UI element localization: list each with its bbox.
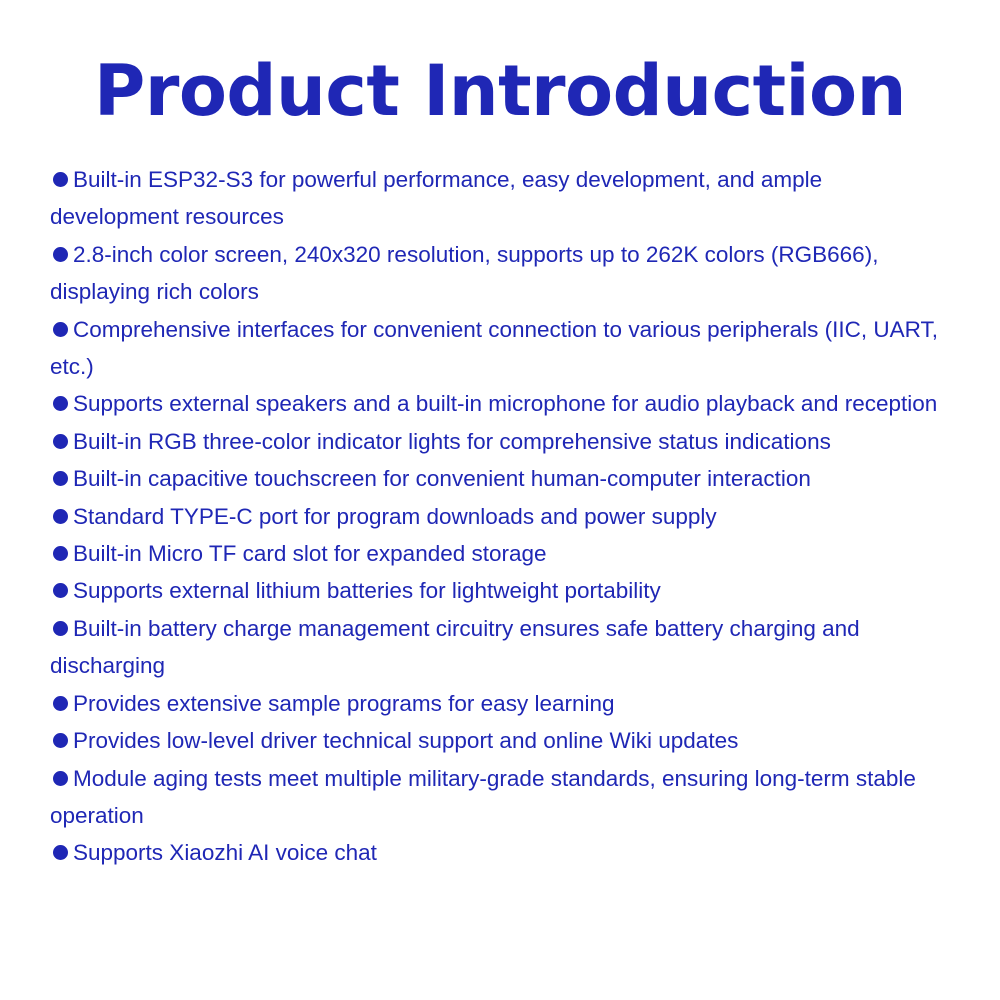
feature-text: Built-in battery charge management circuitry ensures safe battery charging and discharging <box>50 615 860 679</box>
feature-item <box>50 685 955 722</box>
feature-item <box>50 236 955 311</box>
feature-item <box>50 722 955 759</box>
feature-item <box>50 498 955 535</box>
feature-item <box>50 460 955 497</box>
feature-item <box>50 161 955 236</box>
feature-item <box>50 535 955 572</box>
feature-text: Supports Xiaozhi AI voice chat <box>73 840 377 866</box>
feature-item <box>50 572 955 609</box>
feature-text: Provides extensive sample programs for easy learning <box>73 690 615 716</box>
bullet-dot-icon <box>53 696 68 711</box>
bullet-dot-icon <box>53 434 68 449</box>
feature-item <box>50 311 955 386</box>
bullet-dot-icon <box>53 621 68 636</box>
feature-text: Module aging tests meet multiple military-grade standards, ensuring long-term stable operation <box>50 765 916 828</box>
bullet-dot-icon <box>53 322 68 337</box>
bullet-dot-icon <box>53 247 68 262</box>
bullet-dot-icon <box>53 546 68 561</box>
feature-text: 2.8-inch color screen, 240x320 resolution, supports up to 262K colors (RGB666), displaying rich colors <box>50 241 879 305</box>
feature-text: Supports external speakers and a built-in microphone for audio playback and reception <box>73 391 938 417</box>
feature-text: Built-in Micro TF card slot for expanded storage <box>73 541 547 567</box>
feature-text: Built-in RGB three-color indicator lights for comprehensive status indications <box>73 428 831 454</box>
feature-text: Standard TYPE-C port for program downloads and power supply <box>73 503 717 529</box>
feature-item <box>50 834 955 871</box>
bullet-dot-icon <box>53 845 68 860</box>
feature-text: Comprehensive interfaces for convenient connection to various peripherals (IIC, UART, etc.) <box>50 316 939 380</box>
bullet-dot-icon <box>53 172 68 187</box>
bullet-dot-icon <box>53 583 68 598</box>
bullet-dot-icon <box>53 509 68 524</box>
feature-item <box>50 760 955 835</box>
feature-item <box>50 385 955 422</box>
bullet-dot-icon <box>53 771 68 786</box>
page-title: Product Introduction <box>94 50 906 132</box>
feature-item <box>50 423 955 460</box>
bullet-dot-icon <box>53 396 68 411</box>
feature-text: Built-in ESP32-S3 for powerful performance, easy development, and ample development resources <box>50 167 823 230</box>
feature-text: Provides low-level driver technical support and online Wiki updates <box>73 728 739 754</box>
feature-text: Supports external lithium batteries for lightweight portability <box>73 578 661 604</box>
feature-text: Built-in capacitive touchscreen for convenient human-computer interaction <box>73 466 811 492</box>
feature-item <box>50 610 955 685</box>
feature-list <box>50 161 955 872</box>
bullet-dot-icon <box>53 471 68 486</box>
bullet-dot-icon <box>53 733 68 748</box>
